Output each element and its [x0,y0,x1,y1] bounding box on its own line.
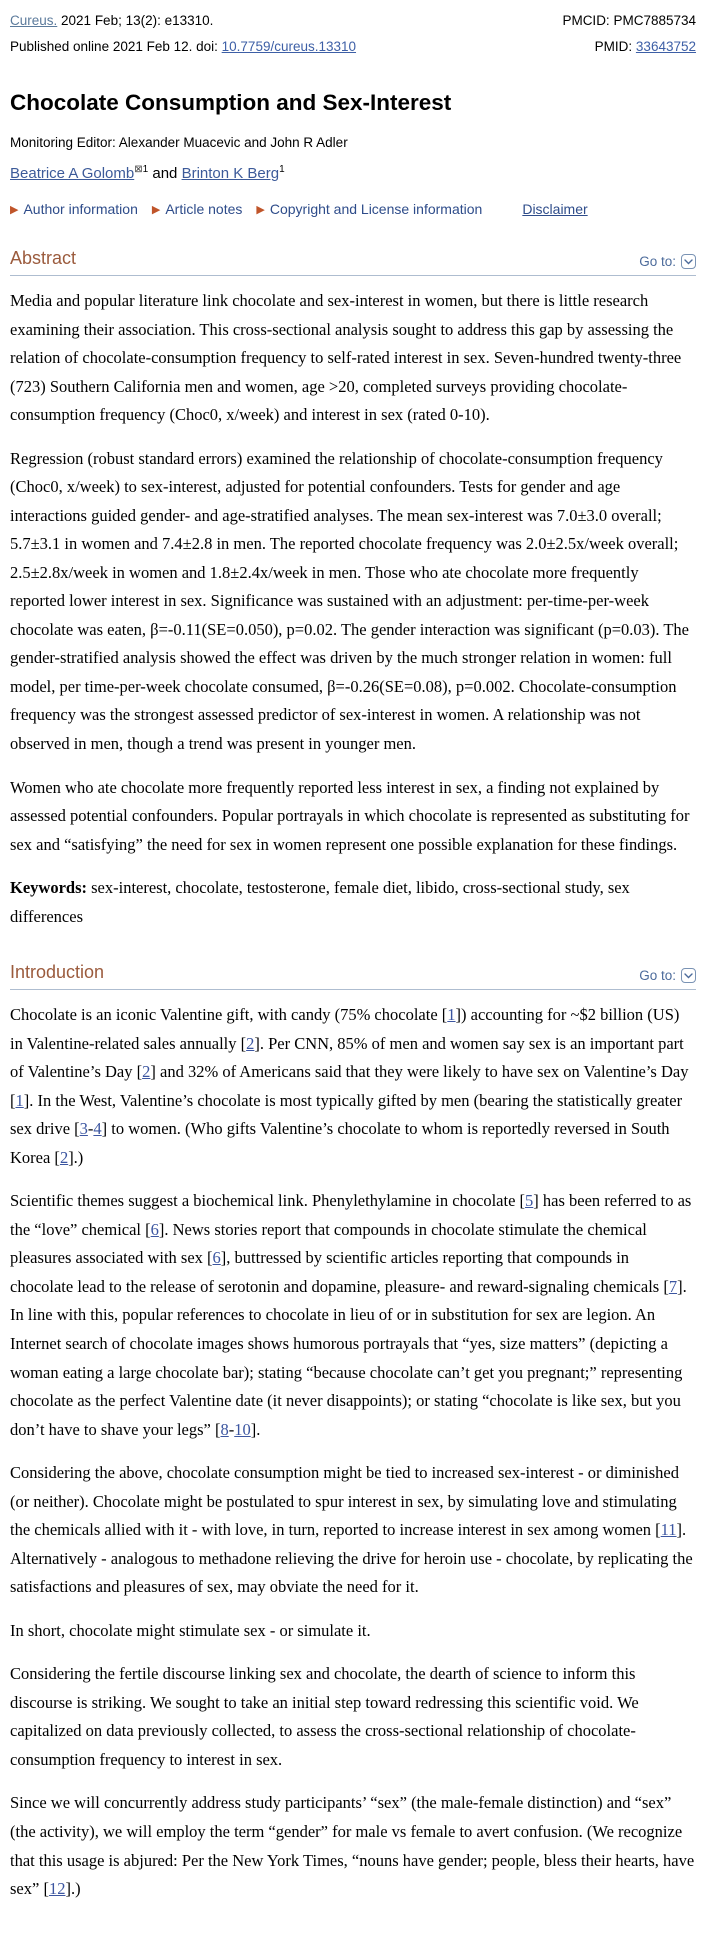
reference-link[interactable]: 2 [59,1147,69,1167]
published-text: Published online 2021 Feb 12. doi: [10,39,222,54]
body-text: Chocolate is an iconic Valentine gift, with candy (75% chocolate [ [10,1005,448,1025]
body-text: Considering the fertile discourse linking sex and chocolate, the dearth of science to inform this discourse is striking. We sought to take an initial step toward redressing this scientific void. We capitalized on data previously collected, to assess the cross-sectional relationship of chocolate-consumption frequency to interest in sex. [10,1664,639,1769]
reference-link[interactable]: 6 [150,1219,159,1239]
body-text: ]. [250,1419,261,1439]
reference-link[interactable]: 4 [93,1119,102,1139]
body-text: ]. News stories report that compounds in chocolate stimulate the chemical pleasures associated with sex [ [10,1219,647,1268]
pmid-label: PMID: [594,39,636,54]
citation-row [10,8,696,34]
expand-arrow-icon: ▶ [256,203,265,216]
reference-link[interactable]: 1 [447,1005,456,1025]
section-title-introduction: Introduction [10,962,105,983]
keywords-line [10,874,696,931]
author-link-berg[interactable]: Brinton K Berg [181,165,280,182]
chevron-down-icon[interactable] [681,968,696,983]
reference-link[interactable]: 5 [525,1191,534,1211]
section-header [10,248,696,276]
reference-link[interactable]: 11 [660,1520,677,1540]
goto-link[interactable]: Go to: [639,968,696,983]
reference-link[interactable]: 3 [79,1119,88,1139]
paragraph [10,774,696,860]
page-title: Chocolate Consumption and Sex-Interest [10,90,452,115]
body-text: ]. Per CNN, 85% of men and women say sex is an important part of Valentine’s Day [ [10,1033,684,1082]
keywords-text: sex-interest, chocolate, testosterone, female diet, libido, cross-sectional study, sex differences [10,878,630,926]
reference-link[interactable]: 2 [142,1062,151,1082]
reference-link[interactable]: 2 [246,1033,255,1053]
paragraph [10,1660,696,1774]
body-text: ].) [68,1147,84,1167]
body-text: Women who ate chocolate more frequently reported less interest in sex, a finding not explained by assessed potential confounders. Popular portrayals in which chocolate is represented as substituting for sex and “satisfying” the need for sex in women represent one possible explanation for these findings. [10,777,690,854]
authors-line [10,165,696,182]
body-text: ]) accounting for ~$2 billion (US) in Valentine-related sales annually [ [10,1005,680,1053]
paragraph [10,1459,696,1602]
section-title-abstract: Abstract [10,248,77,268]
keywords-label: Keywords: [10,878,87,898]
section-header [10,962,696,990]
paragraph [10,287,696,430]
abstract-section [10,248,696,931]
doi-link[interactable]: 10.7759/cureus.13310 [221,39,357,54]
author-link-golomb[interactable]: Beatrice A Golomb [10,165,135,182]
body-text: ]. In the West, Valentine’s chocolate is most typically gifted by men (bearing the statistically greater sex drive [ [10,1090,683,1139]
author-sup: ⊠1 [134,164,149,175]
pmcid-text: PMCID: PMC7885734 [562,13,696,28]
authors-separator: and [148,165,182,182]
reference-link[interactable]: 6 [212,1248,221,1268]
body-text: ].) [65,1879,81,1899]
journal-link[interactable]: Cureus. [10,13,58,28]
front-matter-header [10,8,696,60]
body-text: ] has been referred to as the “love” chemical [ [10,1191,692,1239]
paragraph [10,1617,696,1646]
abstract-body [10,287,696,931]
body-text: - [87,1119,94,1139]
citation-text: 2021 Feb; 13(2): e13310. [57,13,214,28]
nav-copyright-license[interactable]: ▶ Copyright and License information [256,201,483,217]
paragraph [10,1187,696,1444]
corresponding-author-envelope-icon: ⊠ [134,164,143,175]
journal-citation [10,8,213,34]
body-text: - [228,1419,235,1439]
nav-article-notes[interactable]: ▶ Article notes [151,201,243,217]
body-text: Considering the above, chocolate consumption might be tied to increased sex-interest - or diminished (or neither). Chocolate might be postulated to spur interest in sex, by simulating love and stimulating the chemicals allied with it - with love, in turn, reported to increase interest in sex among women [ [10,1463,679,1540]
reference-link[interactable]: 8 [220,1419,229,1439]
published-info [10,34,356,60]
monitoring-editor: Monitoring Editor: Alexander Muacevic and John R Adler [10,135,348,150]
reference-link[interactable]: 12 [48,1879,66,1899]
article-meta-nav [10,201,696,217]
reference-link[interactable]: 1 [15,1090,24,1110]
paragraph [10,445,696,759]
goto-link[interactable]: Go to: [639,254,696,269]
published-row [10,34,696,60]
body-text: ] to women. (Who gifts Valentine’s chocolate to whom is reportedly reversed in South Korea [ [10,1119,670,1167]
body-text: ]. In line with this, popular references to chocolate in lieu of or in substitution for sex are legion. An Internet search of chocolate images shows humorous portrayals that “yes, size matters” (depicting a woman eating a large chocolate bar); stating “because chocolate can’t get you pregnant;” representing chocolate as the perfect Valentine date (it never disappoints); or stating “chocolate is like sex, but you don’t have to shave your legs” [ [10,1276,687,1439]
expand-arrow-icon: ▶ [151,203,161,216]
paragraph [10,1789,696,1903]
body-text: ], buttressed by scientific articles reporting that compounds in chocolate lead to the release of serotonin and dopamine, pleasure- and reward-signaling chemicals [ [10,1248,669,1296]
body-text: Regression (robust standard errors) examined the relationship of chocolate-consumption frequency (Choc0, x/week) to sex-interest, adjusted for potential confounders. Tests for gender and age interactions guided gender- and age-stratified analyses. The mean sex-interest was 7.0±3.0 overall; 5.7±3.1 in women and 7.4±2.8 in men. The reported chocolate frequency was 2.0±2.5x/week overall; 2.5±2.8x/week in women and 1.8±2.4x/week in men. Those who ate chocolate more frequently reported lower interest in sex. Significance was sustained with an adjustment: per-time-per-week chocolate was eaten, β=-0.11(SE=0.050), p=0.02. The gender interaction was significant (p=0.03). The gender-stratified analysis showed the effect was driven by the much stronger relation in women: full model, per time-per-week chocolate consumed, β=-0.26(SE=0.08), p=0.002. Chocolate-consumption frequency was the strongest assessed predictor of sex-interest in women. A relationship was not observed in men, though a trend was present in younger men. [10,448,689,753]
expand-arrow-icon: ▶ [10,203,19,216]
reference-link[interactable]: 7 [668,1276,678,1296]
body-text: ] and 32% of Americans said that they were likely to have sex on Valentine’s Day [ [10,1062,689,1110]
introduction-body [10,1001,696,1903]
author-sup: 1 [279,164,285,175]
chevron-down-icon[interactable] [681,254,696,269]
paragraph [10,1001,696,1172]
body-text: Since we will concurrently address study participants’ “sex” (the male-female distinction) and “sex” (the activity), we will employ the term “gender” for male vs female to avert confusion. (We recognize that this usage is abjured: Per the New York Times, “nouns have gender; people, bless their hearts, have sex” [ [10,1793,695,1899]
body-text: ]. Alternatively - analogous to methadone relieving the drive for heroin use - chocolate, by replicating the satisfactions and pleasures of sex, may obviate the need for it. [10,1520,693,1597]
pmid-link[interactable]: 33643752 [635,39,696,54]
body-text: Media and popular literature link chocolate and sex-interest in women, but there is little research examining their association. This cross-sectional analysis sought to address this gap by assessing the relation of chocolate-consumption frequency to self-rated interest in sex. Seven-hundred twenty-three (723) Southern California men and women, age >20, completed surveys providing chocolate-consumption frequency (Choc0, x/week) and interest in sex (rated 0-10). [10,291,682,425]
reference-link[interactable]: 10 [234,1419,251,1439]
disclaimer-link[interactable]: Disclaimer [522,201,588,217]
introduction-section [10,962,696,1903]
body-text: Scientific themes suggest a biochemical link. Phenylethylamine in chocolate [ [10,1191,526,1211]
pmid-info [595,34,696,60]
nav-author-information[interactable]: ▶ Author information [10,201,138,217]
body-text: In short, chocolate might stimulate sex - or simulate it. [10,1620,371,1640]
